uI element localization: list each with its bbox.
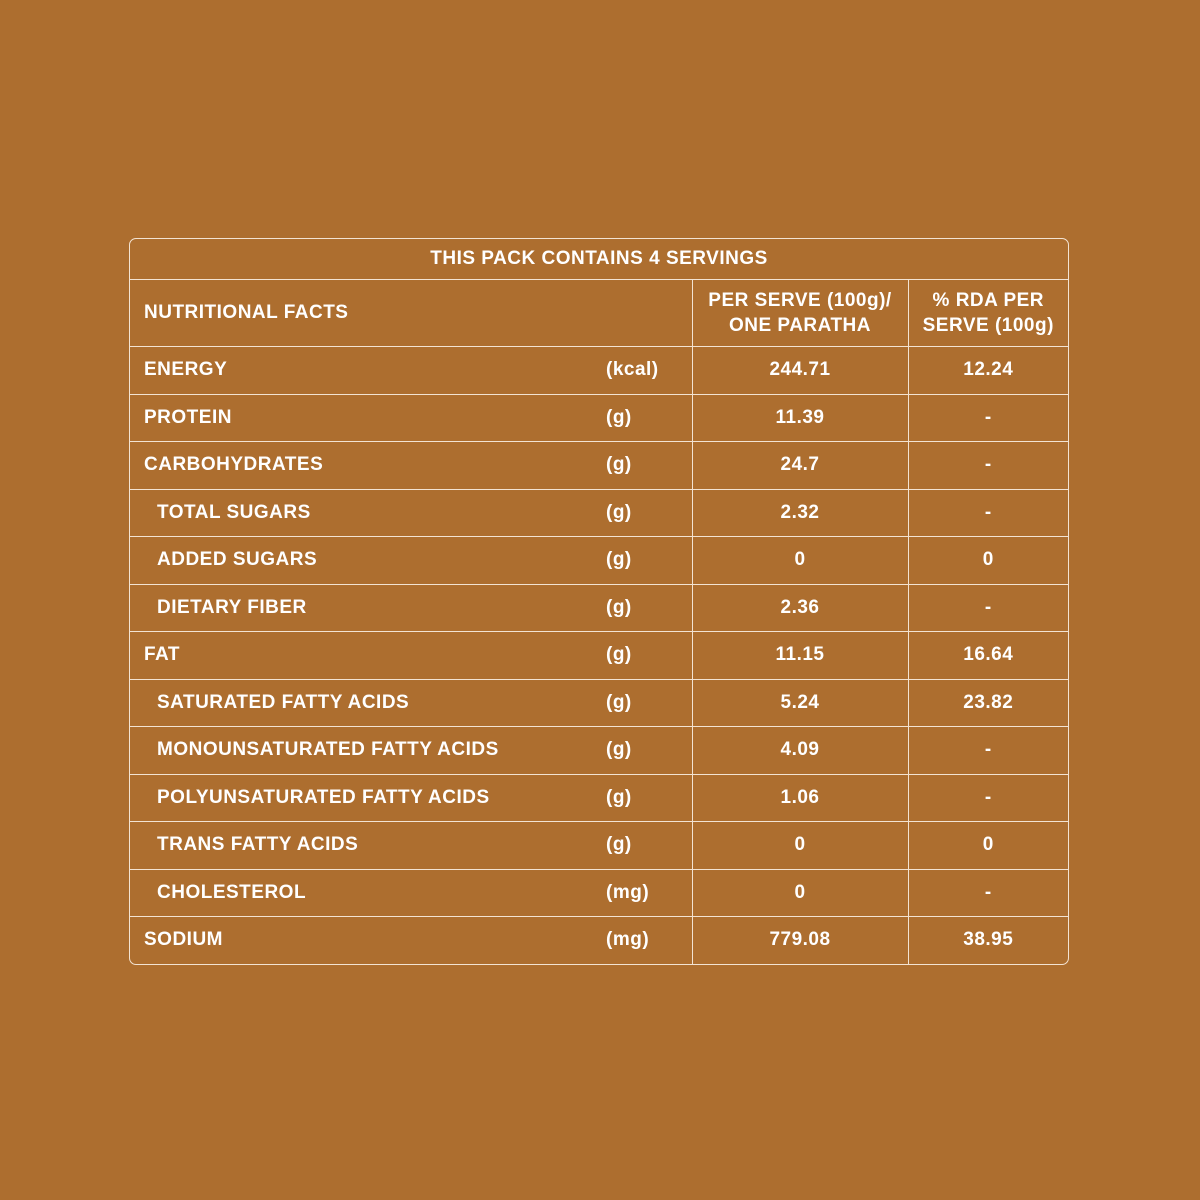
- nutrient-name: POLYUNSATURATED FATTY ACIDS: [130, 774, 604, 822]
- table-row: [130, 584, 1068, 632]
- nutrient-per-serve-value: 0: [692, 537, 908, 585]
- nutrient-rda-value: 12.24: [908, 347, 1068, 395]
- nutrient-per-serve-value: 11.15: [692, 632, 908, 680]
- nutrient-per-serve-value: 4.09: [692, 727, 908, 775]
- header-nutritional-facts: NUTRITIONAL FACTS: [130, 280, 692, 347]
- header-per-serve: [692, 280, 908, 347]
- nutrient-per-serve-value: 2.32: [692, 489, 908, 537]
- table-row: [130, 917, 1068, 964]
- nutrient-rda-value: -: [908, 489, 1068, 537]
- servings-title: THIS PACK CONTAINS 4 SERVINGS: [130, 239, 1068, 280]
- nutrient-name: DIETARY FIBER: [130, 584, 604, 632]
- nutrient-unit: (g): [604, 489, 692, 537]
- nutrient-name: FAT: [130, 632, 604, 680]
- nutrient-per-serve-value: 2.36: [692, 584, 908, 632]
- nutrient-per-serve-value: 11.39: [692, 394, 908, 442]
- nutrient-name: SODIUM: [144, 929, 223, 951]
- header-rda-line2: SERVE (100g): [922, 315, 1054, 336]
- nutrient-name: ENERGY: [130, 347, 604, 395]
- nutrient-rda-value: 23.82: [908, 679, 1068, 727]
- nutrient-per-serve-value: 5.24: [692, 679, 908, 727]
- nutrient-unit: (g): [604, 394, 692, 442]
- nutrient-unit: (g): [604, 774, 692, 822]
- nutrient-name: ADDED SUGARS: [130, 537, 604, 585]
- table-row: [130, 394, 1068, 442]
- nutrient-rda-value: -: [908, 774, 1068, 822]
- table-row: [130, 347, 1068, 395]
- nutrient-per-serve-value: 24.7: [692, 442, 908, 490]
- nutrient-rda-value: 38.95: [908, 917, 1068, 964]
- nutrient-rda-value: -: [908, 442, 1068, 490]
- nutrient-name: MONOUNSATURATED FATTY ACIDS: [130, 727, 604, 775]
- nutrient-unit: (g): [604, 727, 692, 775]
- nutrient-name: CARBOHYDRATES: [130, 442, 604, 490]
- nutrient-unit: (g): [604, 584, 692, 632]
- nutrient-rda-value: 0: [908, 822, 1068, 870]
- table-row: [130, 727, 1068, 775]
- header-rda: [908, 280, 1068, 347]
- nutrient-rda-value: 0: [908, 537, 1068, 585]
- table-row: [130, 869, 1068, 917]
- nutrient-unit: (g): [604, 822, 692, 870]
- nutrient-rda-value: -: [908, 727, 1068, 775]
- table-row: [130, 537, 1068, 585]
- nutrient-per-serve-value: 0: [692, 822, 908, 870]
- header-rda-line1: % RDA PER: [932, 290, 1045, 311]
- nutrient-name: TOTAL SUGARS: [130, 489, 604, 537]
- nutrient-unit: (mg): [604, 869, 692, 917]
- table-title-row: [130, 239, 1068, 280]
- table-row: [130, 442, 1068, 490]
- table-row: [130, 822, 1068, 870]
- nutrition-table: [130, 239, 1068, 964]
- nutrient-name: CHOLESTEROL: [130, 869, 604, 917]
- nutrient-unit: (g): [604, 537, 692, 585]
- table-row: [130, 679, 1068, 727]
- nutrition-facts-panel: [129, 238, 1069, 965]
- header-per-serve-line2: ONE PARATHA: [728, 315, 872, 336]
- header-per-serve-line1: PER SERVE (100g)/: [708, 290, 892, 311]
- nutrient-unit: (g): [604, 442, 692, 490]
- nutrient-name: TRANS FATTY ACIDS: [130, 822, 604, 870]
- nutrient-per-serve-value: 779.08: [692, 917, 908, 964]
- table-row: [130, 489, 1068, 537]
- nutrient-per-serve-value: 0: [692, 869, 908, 917]
- table-row: [130, 632, 1068, 680]
- nutrient-per-serve-value: 244.71: [692, 347, 908, 395]
- nutrient-unit: (g): [604, 679, 692, 727]
- nutrient-rda-value: -: [908, 584, 1068, 632]
- nutrient-unit: (mg): [606, 929, 650, 951]
- nutrient-unit: (g): [604, 632, 692, 680]
- table-row: [130, 774, 1068, 822]
- nutrient-rda-value: 16.64: [908, 632, 1068, 680]
- nutrient-per-serve-value: 1.06: [692, 774, 908, 822]
- table-header-row: [130, 280, 1068, 347]
- nutrient-unit: (kcal): [604, 347, 692, 395]
- nutrient-name: SATURATED FATTY ACIDS: [130, 679, 604, 727]
- nutrient-rda-value: -: [908, 394, 1068, 442]
- nutrient-name: PROTEIN: [130, 394, 604, 442]
- nutrient-rda-value: -: [908, 869, 1068, 917]
